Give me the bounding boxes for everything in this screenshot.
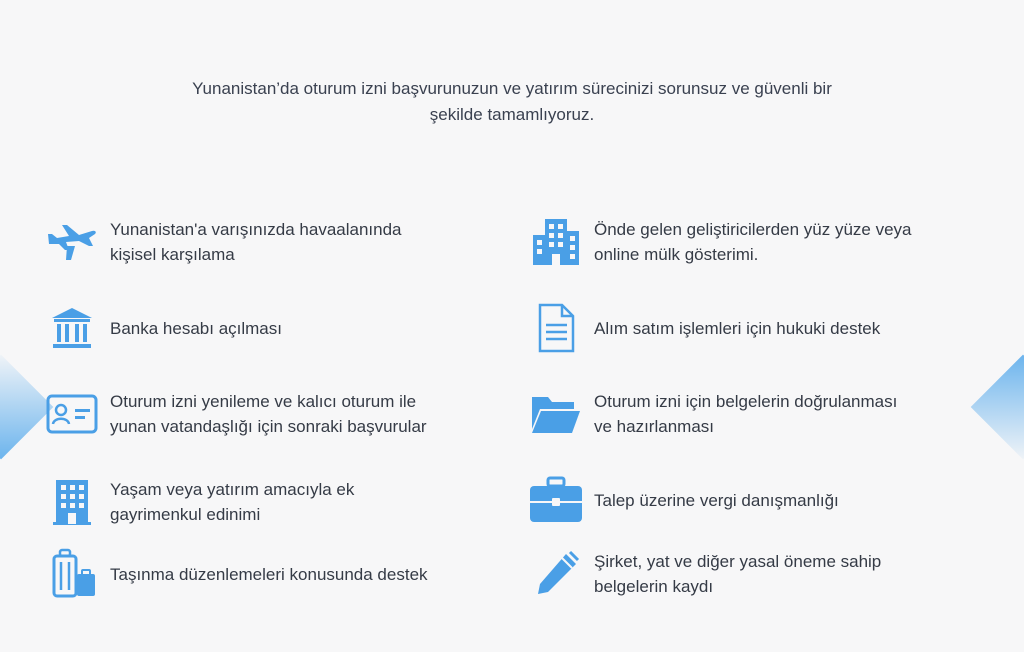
service-label-line-1: Talep üzerine vergi danışmanlığı xyxy=(594,490,839,510)
luggage-icon xyxy=(44,546,100,602)
service-label-line-1: Yunanistan'a varışınızda havaalanında xyxy=(110,220,402,239)
service-label-line-2: gayrimenkul edinimi xyxy=(110,505,261,524)
service-item-tax-consulting xyxy=(528,472,988,528)
bank-icon xyxy=(44,300,100,356)
service-label-line-1: Yaşam veya yatırım amacıyla ek xyxy=(110,480,355,499)
service-label-line-1: Alım satım işlemleri için hukuki destek xyxy=(594,318,881,338)
service-item-legal-support xyxy=(528,300,988,356)
pen-icon xyxy=(528,546,584,602)
intro-line-1: Yunanistan’da oturum izni başvurunuzun ve yatırım sürecinizi sorunsuz ve güvenli bir xyxy=(192,79,832,98)
service-label-line-2: yunan vatandaşlığı için sonraki başvurular xyxy=(110,417,427,436)
service-item-residence-renewal xyxy=(44,386,504,442)
folder-icon xyxy=(528,386,584,442)
city-buildings-icon xyxy=(528,214,584,270)
service-label-line-1: Önde gelen geliştiricilerden yüz yüze veya xyxy=(594,220,912,239)
service-label-line-1: Şirket, yat ve diğer yasal öneme sahip xyxy=(594,552,882,571)
service-label-line-1: Oturum izni için belgelerin doğrulanması xyxy=(594,392,898,411)
service-item-document-verification xyxy=(528,386,988,442)
id-card-icon xyxy=(44,386,100,442)
document-icon xyxy=(528,300,584,356)
service-label-line-2: kişisel karşılama xyxy=(110,245,235,264)
intro-line-2: şekilde tamamlıyoruz. xyxy=(429,105,595,124)
service-label-line-2: ve hazırlanması xyxy=(594,417,714,436)
airplane-icon xyxy=(44,214,100,270)
service-item-bank-account xyxy=(44,300,504,356)
service-label-line-1: Oturum izni yenileme ve kalıcı oturum ile xyxy=(110,392,417,411)
service-item-property-viewing xyxy=(528,214,988,270)
briefcase-icon xyxy=(528,472,584,528)
service-item-additional-property xyxy=(44,474,504,530)
service-item-relocation-support xyxy=(44,546,504,602)
service-label-line-2: belgelerin kaydı xyxy=(594,577,714,596)
service-label-line-1: Banka hesabı açılması xyxy=(110,318,282,338)
intro-text xyxy=(100,76,924,128)
service-label-line-2: online mülk gösterimi. xyxy=(594,245,759,264)
building-icon xyxy=(44,474,100,530)
service-item-registration xyxy=(528,546,988,602)
service-item-airport-welcome xyxy=(44,214,504,270)
service-label-line-1: Taşınma düzenlemeleri konusunda destek xyxy=(110,564,428,584)
